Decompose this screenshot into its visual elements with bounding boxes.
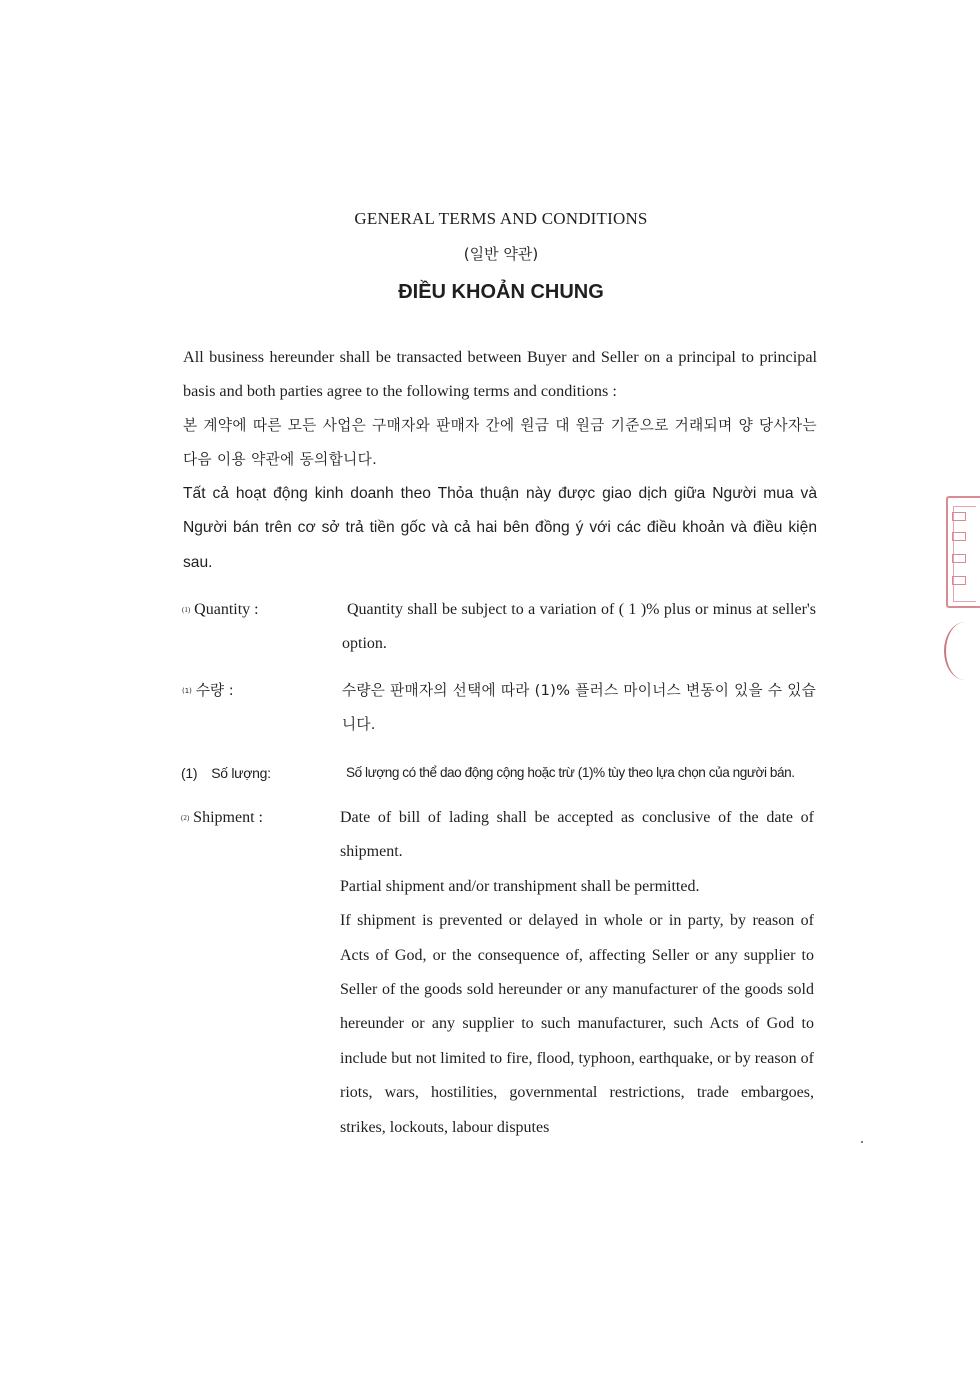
intro-korean: 본 계약에 따른 모든 사업은 구매자와 판매자 간에 원금 대 원금 기준으로 거래되며 양 당사자는 다음 이용 약관에 동의합니다. — [183, 416, 817, 468]
quantity-text-english-paragraph: Quantity shall be subject to a variation of ( 1 )% plus or minus at seller's option. — [342, 601, 816, 653]
shipment-label — [181, 808, 263, 828]
seal-stamp-mark — [952, 576, 966, 585]
title-english: GENERAL TERMS AND CONDITIONS — [354, 209, 648, 228]
quantity-text-vietnamese — [346, 763, 818, 783]
seal-stamp-mark — [952, 554, 966, 563]
title-korean: (일반 약관) — [463, 245, 539, 263]
quantity-label-text-vietnamese: Số lượng: — [211, 765, 271, 781]
seal-stamp — [946, 496, 980, 608]
quantity-number-korean: (1) — [182, 687, 192, 695]
quantity-label-text-english: Quantity : — [194, 601, 259, 618]
seal-stamp-mark — [952, 512, 966, 521]
quantity-number-english: (1) — [182, 606, 191, 615]
quantity-text-korean — [342, 674, 816, 743]
shipment-paragraph-3: If shipment is prevented or delayed in whole or in party, by reason of Acts of God, or the consequence of, affecting Seller or any supplier to Seller of the goods sold hereunder or any manufacturer of the goods sold hereunder or any supplier to such manufacturer, such Acts of God to include but not limited to fire, flood, typhoon, earthquake, or by reason of riots, wars, hostilities, governmental restrictions, trade embargoes, strikes, lockouts, labour disputes — [340, 912, 814, 1136]
quantity-label-korean — [182, 681, 234, 701]
seal-stamp-mark — [952, 532, 966, 541]
quantity-text-vietnamese-paragraph: Số lượng có thể dao động cộng hoặc trừ (1)% tùy theo lựa chọn của người bán. — [346, 765, 795, 780]
intro-vietnamese: Tất cả hoạt động kinh doanh theo Thỏa thuận này được giao dịch giữa Người mua và Người bán trên cơ sở trả tiền gốc và cả hai bên đồng ý với các điều khoản và điều kiện sau. — [183, 485, 817, 571]
shipment-paragraph-2: Partial shipment and/or transhipment shall be permitted. — [340, 877, 700, 895]
quantity-number-vietnamese: (1) — [181, 765, 198, 781]
title-vietnamese: ĐIỀU KHOẢN CHUNG — [398, 281, 604, 303]
shipment-number: (2) — [181, 814, 190, 823]
quantity-label-english — [182, 600, 259, 620]
shipment-paragraph-1: Date of bill of lading shall be accepted as conclusive of the date of shipment. — [340, 809, 814, 861]
quantity-label-text-korean: 수량 : — [195, 682, 234, 699]
scan-dot — [861, 1141, 863, 1143]
stamp-arc — [944, 622, 980, 680]
intro-english: All business hereunder shall be transacted between Buyer and Seller on a principal to principal basis and both parties agree to the following terms and conditions : — [183, 348, 817, 401]
quantity-text-english — [342, 593, 816, 662]
intro-section — [183, 340, 817, 580]
quantity-text-korean-paragraph: 수량은 판매자의 선택에 따라 (1)% 플러스 마이너스 변동이 있을 수 있습니다. — [342, 682, 816, 734]
shipment-text — [340, 801, 814, 1145]
quantity-label-vietnamese — [181, 763, 271, 783]
shipment-label-text: Shipment : — [193, 809, 263, 826]
